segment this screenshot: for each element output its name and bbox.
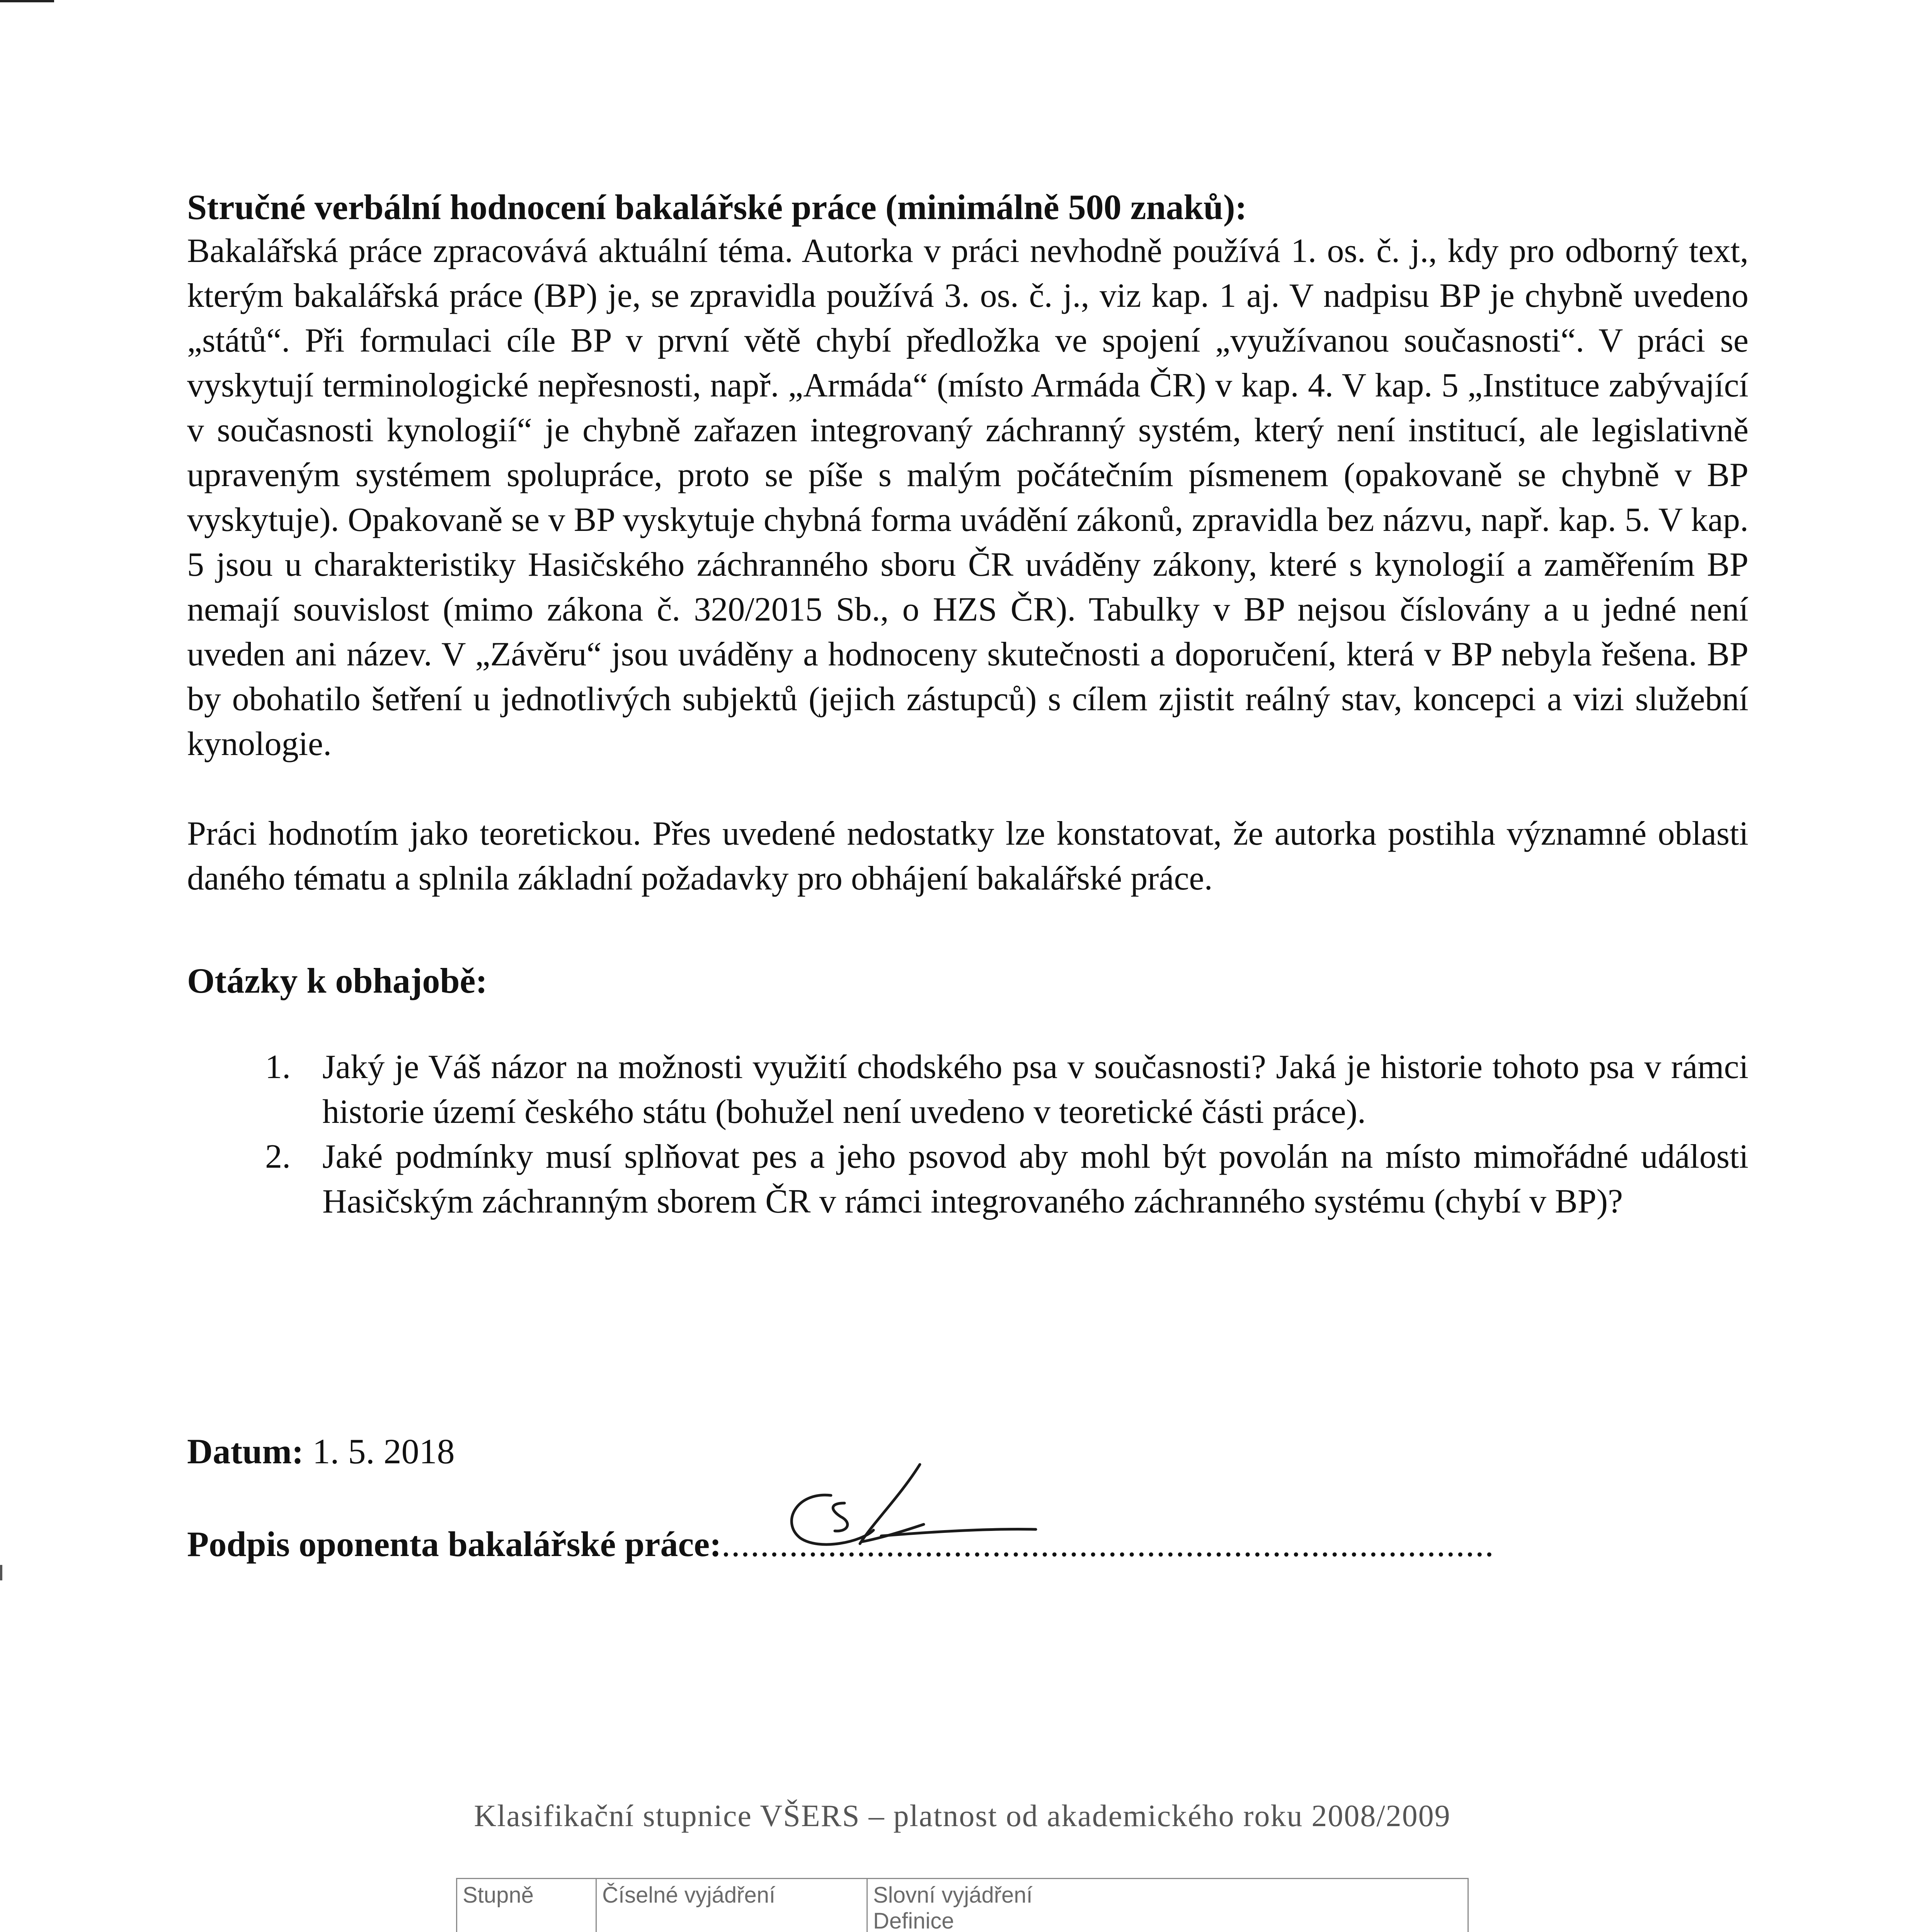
- review-paragraph-1: Bakalářská práce zpracovává aktuální téma. Autorka v práci nevhodně používá 1. os. č. j., kdy pro odborný text, kterým bakalářská práce (BP) je, se zpravidla používá 3. os. č. j., viz kap. 1 aj. V nadpisu BP je chybně uvedeno „států“. Při formulaci cíle BP v první větě chybí předložka ve spojení „využívanou současnosti“. V práci se vyskytují terminologické nepřesnosti, např. „Armáda“ (místo Armáda ČR) v kap. 4. V kap. 5 „Instituce zabývající v současnosti kynologií“ je chybně zařazen integrovaný záchranný systém, který není institucí, ale legislativně upraveným systémem spolupráce, proto se píše s malým počátečním písmenem (opakovaně se chybně v BP vyskytuje). Opakovaně se v BP vyskytuje chybná forma uvádění zákonů, zpravidla bez názvu, např. kap. 5. V kap. 5 jsou u charakteristiky Hasičského záchranného sboru ČR uváděny zákony, které s kynologií a zaměřením BP nemají souvislost (mimo zákona č. 320/2015 Sb., o HZS ČR). Tabulky v BP nejsou číslovány a u jedné není uveden ani název. V „Závěru“ jsou uváděny a hodnoceny skutečnosti a doporučení, která v BP nebyla řešena. BP by obohatilo šetření u jednotlivých subjektů (jejich zástupců) s cílem zjistit reálný stav, koncepci a vizi služební kynologie.: [187, 232, 1748, 763]
- grading-scale-title: Klasifikační stupnice VŠERS – platnost od akademického roku 2008/2009: [474, 1799, 1451, 1833]
- header-grade: Stupně: [457, 1879, 596, 1932]
- scan-edge-mark-left: [0, 1565, 2, 1580]
- date-line: [187, 1430, 455, 1473]
- question-item-1: 1. Jaký je Váš názor na možnosti využití chodského psa v současnosti? Jaká je historie tohoto psa v rámci historie území českého státu (bohužel není uvedeno v teoretické části práce).: [299, 1045, 1748, 1134]
- grading-scale-header-row: [457, 1879, 1468, 1932]
- header-numeric: Číselné vyjádření: [596, 1879, 867, 1932]
- date-label: Datum:: [187, 1432, 304, 1471]
- questions-heading: Otázky k obhajobě:: [187, 961, 487, 1000]
- grading-scale-table: [456, 1878, 1469, 1932]
- header-verbal-label: Slovní vyjádření: [873, 1883, 1033, 1908]
- signature-dots: ................................................................................: [721, 1524, 1495, 1564]
- review-paragraph-2: Práci hodnotím jako teoretickou. Přes uvedené nedostatky lze konstatovat, že autorka postihla významné oblasti daného tématu a splnila základní požadavky pro obhájení bakalářské práce.: [187, 815, 1748, 897]
- header-definition-label: Definice: [873, 1908, 954, 1932]
- date-value: 1. 5. 2018: [312, 1432, 455, 1471]
- scan-edge-mark-top: [0, 0, 54, 2]
- review-heading: Stručné verbální hodnocení bakalářské práce (minimálně 500 znaků):: [187, 187, 1247, 227]
- signature-label: Podpis oponenta bakalářské práce:: [187, 1524, 722, 1564]
- question-item-2: 2. Jaké podmínky musí splňovat pes a jeho psovod aby mohl být povolán na místo mimořádné události Hasičským záchranným sborem ČR v rámci integrovaného záchranného systému (chybí v BP)?: [299, 1134, 1748, 1224]
- questions-list: [187, 1045, 1748, 1224]
- header-verbal: [867, 1879, 1468, 1932]
- handwritten-signature: [773, 1445, 1044, 1573]
- review-section: [187, 185, 1748, 1224]
